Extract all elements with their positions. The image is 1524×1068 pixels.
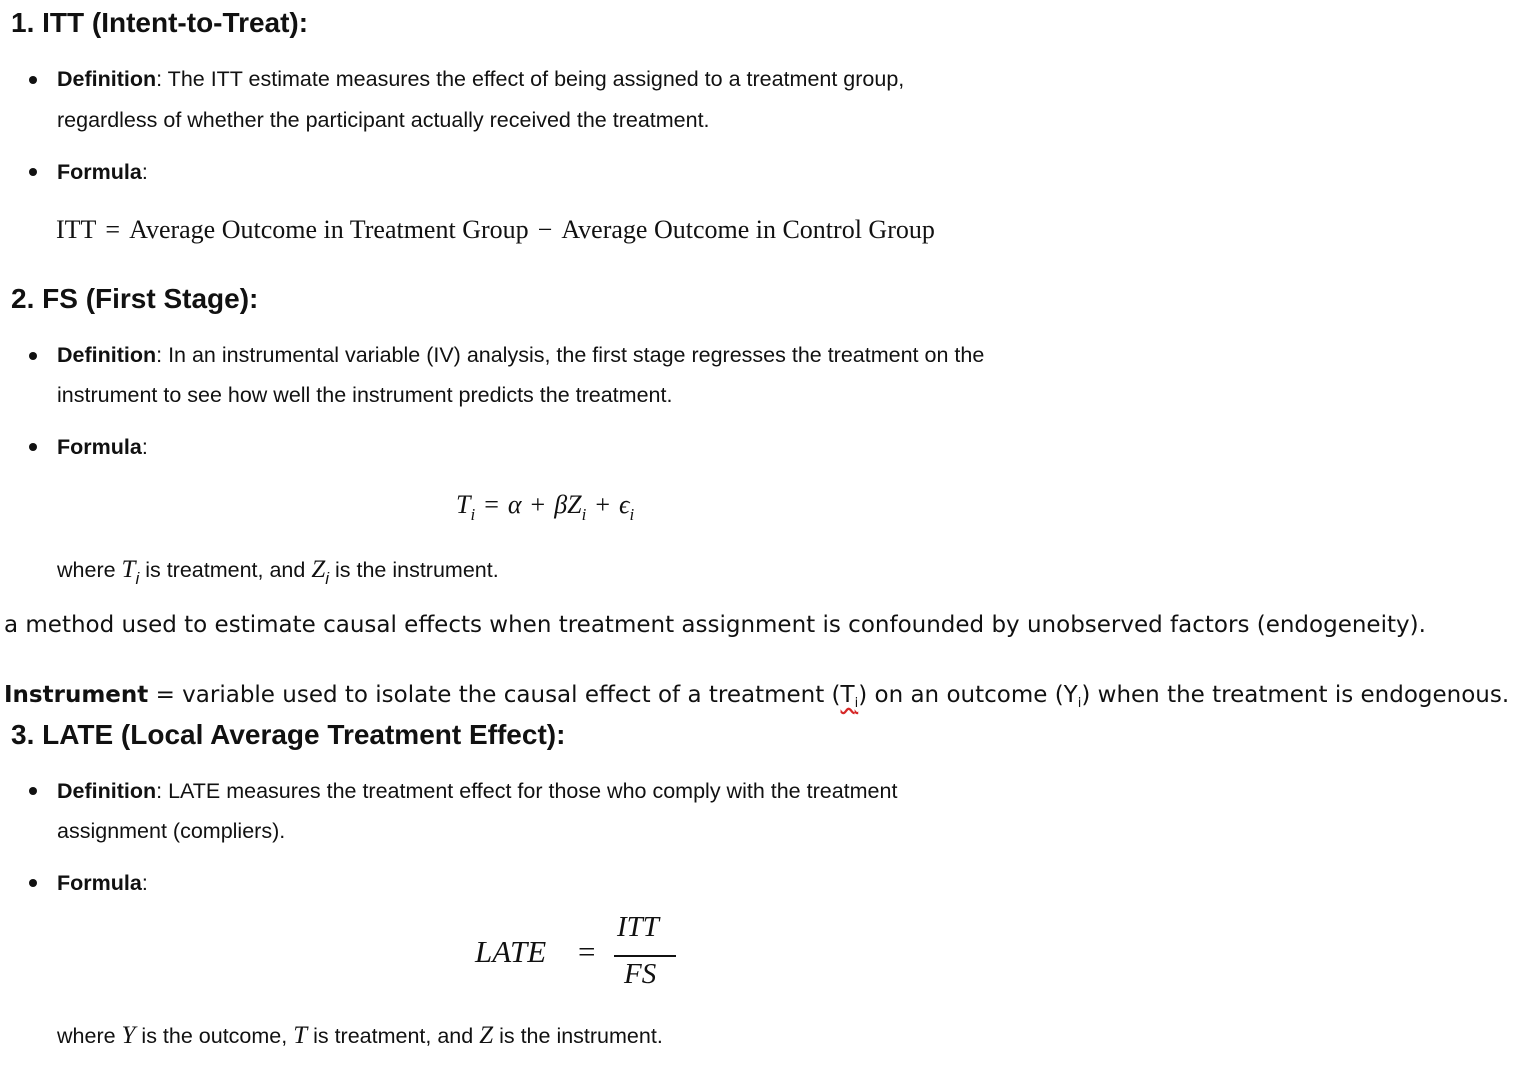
eq-sign: =	[105, 215, 121, 244]
instrument-label: Instrument	[4, 682, 149, 708]
itt-term2: Average Outcome in Control Group	[561, 215, 935, 244]
var-T: T	[121, 556, 136, 583]
sub-i: i	[629, 505, 635, 524]
late-numerator: ITT	[617, 911, 659, 943]
instrument-note	[4, 680, 1509, 714]
eq-sign: =	[578, 934, 596, 969]
where-part2: is treatment, and	[307, 1024, 480, 1048]
plus-sign: +	[595, 490, 611, 519]
where-part1: is the outcome,	[135, 1024, 294, 1048]
definition-text: : In an instrumental variable (IV) analysis, the first stage regresses the treatment on the	[156, 343, 985, 367]
itt-definition-line2: regardless of whether the participant actually received the treatment.	[57, 108, 710, 132]
late-denominator: FS	[624, 958, 657, 990]
var-alpha: α	[507, 490, 522, 519]
where-mid: is treatment, and	[139, 558, 312, 582]
formula-colon: :	[141, 160, 148, 184]
definition-text: : The ITT estimate measures the effect of being assigned to a treatment group,	[156, 67, 905, 91]
formula-label: Formula	[57, 435, 142, 459]
definition-text: : LATE measures the treatment effect for those who comply with the treatment	[156, 779, 898, 803]
instrument-text-2: ) on an outcome (	[858, 682, 1064, 708]
bullet-icon	[29, 787, 37, 795]
bullet-icon	[29, 443, 37, 451]
instrument-Y: Y	[1063, 682, 1078, 708]
bullet-icon	[29, 168, 37, 176]
where-prefix: where	[57, 1024, 122, 1048]
sub-i: i	[325, 569, 330, 588]
var-T: T	[293, 1022, 308, 1049]
itt-lhs: ITT	[56, 215, 97, 244]
formula-colon: :	[141, 435, 148, 459]
var-Y: Y	[121, 1022, 136, 1049]
formula-label: Formula	[57, 871, 142, 895]
var-Z: Z	[311, 556, 326, 583]
where-part3: is the instrument.	[493, 1024, 663, 1048]
spellcheck-word	[840, 682, 859, 711]
bullet-icon	[29, 879, 37, 887]
var-Z: Z	[479, 1022, 494, 1049]
fs-definition-line2: instrument to see how well the instrument predicts the treatment.	[57, 383, 673, 407]
instrument-text-3: ) when the treatment is endogenous.	[1081, 682, 1510, 708]
late-definition-line2: assignment (compliers).	[57, 819, 286, 843]
itt-formula	[56, 214, 935, 246]
late-where-line	[57, 1020, 663, 1052]
instrument-text-1: = variable used to isolate the causal effect of a treatment (	[148, 682, 841, 708]
eq-sign: =	[484, 490, 499, 519]
bullet-icon	[29, 76, 37, 84]
fs-where-line	[57, 554, 499, 586]
definition-label: Definition	[57, 343, 157, 367]
where-suffix: is the instrument.	[329, 558, 499, 582]
definition-label: Definition	[57, 779, 157, 803]
minus-sign: −	[537, 215, 553, 244]
instrument-T-sub: i	[854, 696, 859, 711]
bullet-icon	[29, 352, 37, 360]
section-heading-late: 3. LATE (Local Average Treatment Effect):	[11, 719, 566, 750]
definition-label: Definition	[57, 67, 157, 91]
instrument-T: T	[840, 682, 855, 708]
section-heading-itt: 1. ITT (Intent-to-Treat):	[11, 7, 309, 38]
fraction-bar	[614, 955, 676, 957]
instrument-Y-sub: i	[1077, 696, 1082, 711]
formula-label: Formula	[57, 160, 142, 184]
late-lhs: LATE	[475, 934, 547, 969]
sub-i: i	[581, 505, 587, 524]
where-prefix: where	[57, 558, 122, 582]
var-Z: Z	[567, 490, 582, 519]
var-beta: β	[554, 490, 568, 519]
fs-definition-line1	[57, 341, 984, 369]
itt-definition-line1	[57, 65, 904, 93]
plus-sign: +	[530, 490, 546, 519]
itt-term1: Average Outcome in Treatment Group	[129, 215, 529, 244]
section-heading-fs: 2. FS (First Stage):	[11, 283, 259, 314]
var-epsilon: ϵ	[619, 490, 630, 519]
itt-formula-label	[57, 158, 148, 186]
method-note: a method used to estimate causal effects when treatment assignment is confounded by unobserved factors (endogeneity).	[4, 612, 1426, 638]
var-T: T	[456, 490, 471, 519]
formula-colon: :	[141, 871, 148, 895]
late-definition-line1	[57, 777, 897, 805]
sub-i: i	[470, 505, 476, 524]
late-formula-label	[57, 869, 148, 897]
sub-i: i	[135, 569, 140, 588]
fs-formula-label	[57, 433, 148, 461]
fs-formula	[456, 489, 634, 524]
